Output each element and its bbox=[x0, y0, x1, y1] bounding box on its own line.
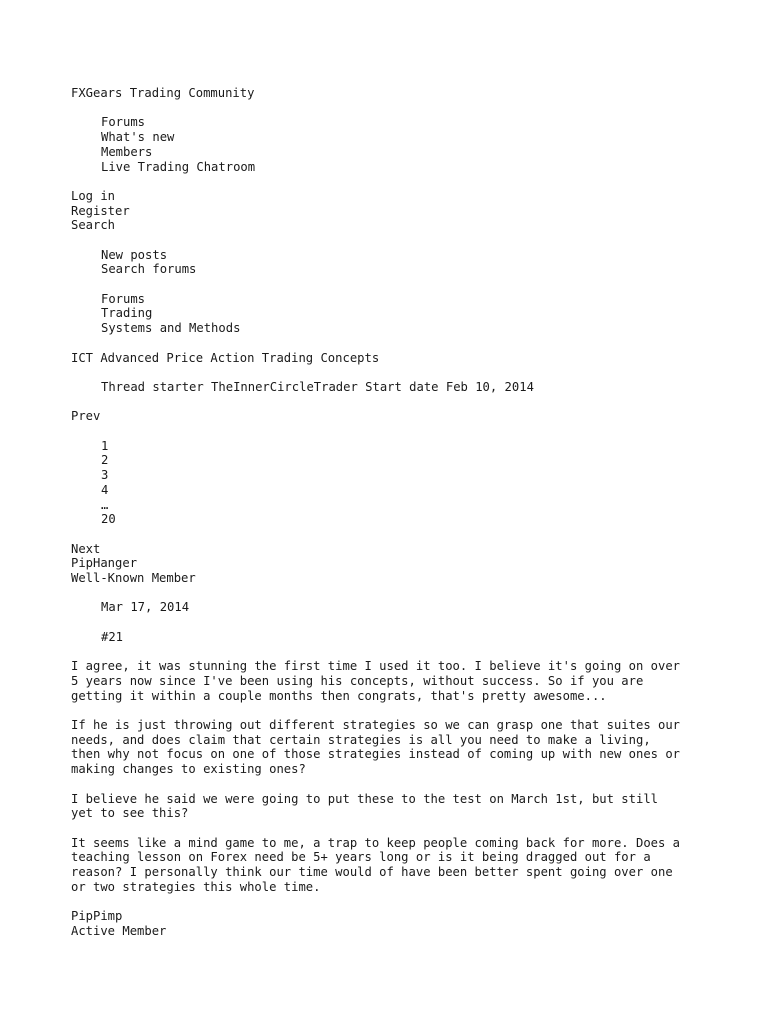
page-link-1[interactable]: 1 bbox=[101, 438, 109, 453]
document-body bbox=[71, 86, 731, 939]
post-paragraph: I agree, it was stunning the first time I used it too. I believe it's going on over 5 years now since I've been using his concepts, without success. So if you are getting it within a couple months then congrats, that's pretty awesome... bbox=[71, 659, 681, 703]
page-link-3[interactable]: 3 bbox=[101, 468, 109, 483]
post-number[interactable]: #21 bbox=[101, 629, 124, 644]
search-forums-link[interactable]: Search forums bbox=[101, 262, 197, 277]
next-post-author[interactable]: PipPimp bbox=[71, 909, 123, 924]
post-paragraph: If he is just throwing out different strategies so we can grasp one that suites our needs, and does claim that certain strategies is all you need to make a living, then why not focus on one of those strategies instead of coming up with new ones or making changes to existing ones? bbox=[71, 718, 681, 777]
page-ellipsis: … bbox=[101, 497, 109, 512]
breadcrumb bbox=[71, 292, 731, 336]
pagination-next[interactable]: Next bbox=[71, 541, 101, 556]
post-paragraph: I believe he said we were going to put these to the test on March 1st, but still yet to see this? bbox=[71, 791, 658, 821]
site-title[interactable]: FXGears Trading Community bbox=[71, 86, 255, 100]
breadcrumb-trading[interactable]: Trading bbox=[101, 306, 153, 321]
next-post-author-role: Active Member bbox=[71, 923, 167, 938]
nav-live-trading-chatroom[interactable]: Live Trading Chatroom bbox=[101, 159, 256, 174]
nav-forums[interactable]: Forums bbox=[101, 115, 146, 130]
nav-members[interactable]: Members bbox=[101, 144, 153, 159]
post-author[interactable]: PipHanger bbox=[71, 556, 138, 571]
main-nav bbox=[71, 115, 731, 174]
next-post bbox=[71, 909, 731, 938]
post bbox=[71, 556, 731, 909]
nav-whats-new[interactable]: What's new bbox=[101, 130, 175, 145]
post-date[interactable]: Mar 17, 2014 bbox=[101, 600, 190, 615]
page-link-2[interactable]: 2 bbox=[101, 453, 109, 468]
search-link[interactable]: Search bbox=[71, 218, 116, 233]
sub-nav bbox=[71, 248, 731, 277]
breadcrumb-forums[interactable]: Forums bbox=[101, 291, 146, 306]
post-paragraph: It seems like a mind game to me, a trap to keep people coming back for more. Does a teaching lesson on Forex need be 5+ years long or is it being dragged out for a reason? I personally think our time would of have been better spent going over one or two strategies this whole time. bbox=[71, 835, 681, 894]
new-posts-link[interactable]: New posts bbox=[101, 247, 168, 262]
pagination bbox=[71, 409, 731, 556]
thread-meta: Thread starter TheInnerCircleTrader Start date Feb 10, 2014 bbox=[101, 379, 534, 394]
post-author-role: Well-Known Member bbox=[71, 571, 196, 586]
page-link-20[interactable]: 20 bbox=[101, 512, 116, 527]
register-link[interactable]: Register bbox=[71, 203, 130, 218]
page-link-4[interactable]: 4 bbox=[101, 482, 109, 497]
breadcrumb-systems-and-methods[interactable]: Systems and Methods bbox=[101, 321, 241, 336]
thread-title: ICT Advanced Price Action Trading Concepts bbox=[71, 350, 380, 365]
login-link[interactable]: Log in bbox=[71, 188, 116, 203]
pagination-prev[interactable]: Prev bbox=[71, 409, 101, 424]
account-links bbox=[71, 189, 731, 233]
